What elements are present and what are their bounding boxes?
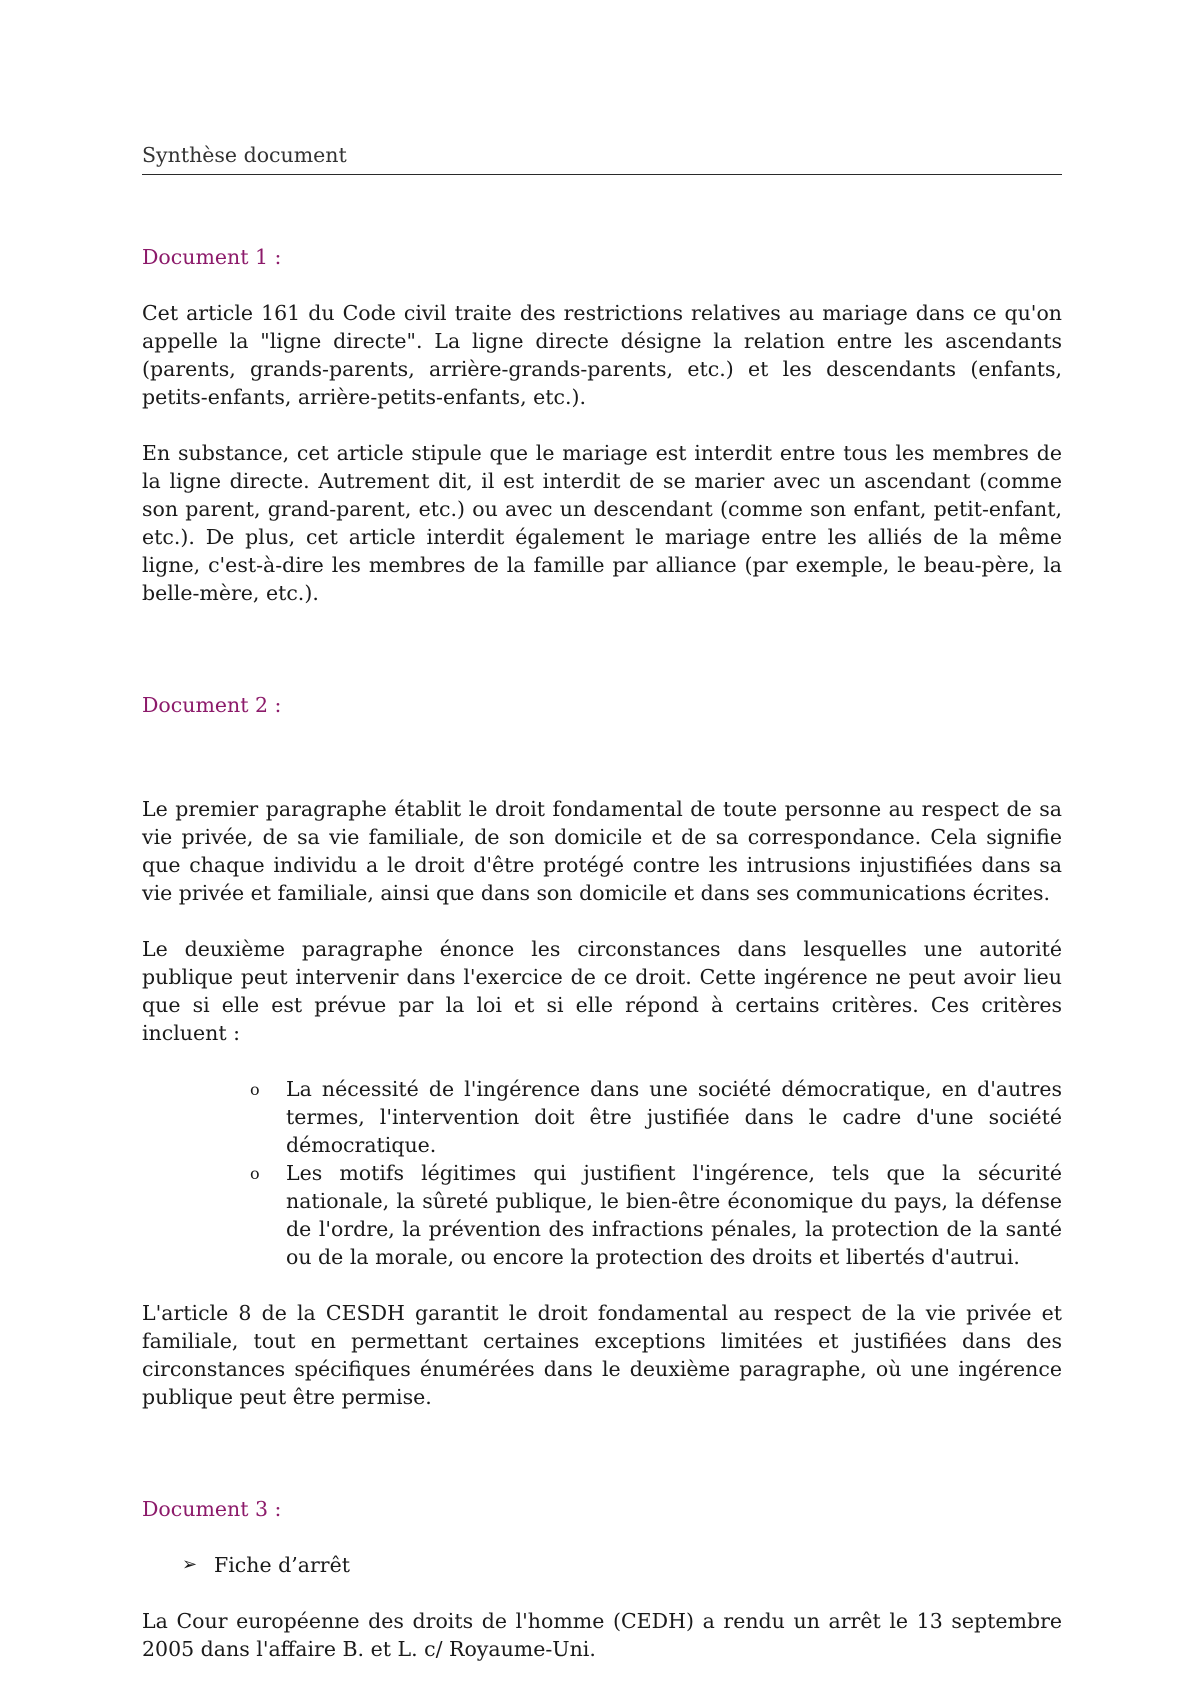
- document-3-heading: Document 3 :: [142, 1497, 282, 1521]
- list-item: [250, 1159, 1062, 1271]
- circle-bullet-icon: o: [250, 1164, 260, 1183]
- list-item-text: Les motifs légitimes qui justifient l'ingérence, tels que la sécurité nationale, la sûreté publique, le bien-être économique du pays, la défense de l'ordre, la prévention des infractions pénales, la protection de la santé ou de la morale, ou encore la protection des droits et libertés d'autrui.: [286, 1161, 1062, 1269]
- list-item: [250, 1075, 1062, 1159]
- circle-bullet-icon: o: [250, 1080, 260, 1099]
- document-1-paragraph-2: En substance, cet article stipule que le mariage est interdit entre tous les membres de la ligne directe. Autrement dit, il est interdit de se marier avec un ascendant (comme son parent, grand-parent, etc.) ou avec un descendant (comme son enfant, petit-enfant, etc.). De plus, cet article interdit également le mariage entre les alliés de la même ligne, c'est-à-dire les membres de la famille par alliance (par exemple, le beau-père, la belle-mère, etc.).: [142, 441, 1062, 605]
- arrowhead-bullet-icon: ➢: [182, 1554, 198, 1575]
- document-1-heading: Document 1 :: [142, 245, 282, 269]
- document-3-paragraph-1: La Cour européenne des droits de l'homme (CEDH) a rendu un arrêt le 13 septembre 2005 dans l'affaire B. et L. c/ Royaume-Uni.: [142, 1609, 1062, 1661]
- document-2-paragraph-2: Le deuxième paragraphe énonce les circonstances dans lesquelles une autorité publique peut intervenir dans l'exercice de ce droit. Cette ingérence ne peut avoir lieu que si elle est prévue par la loi et si elle répond à certains critères. Ces critères incluent :: [142, 937, 1062, 1045]
- document-2-paragraph-3: L'article 8 de la CESDH garantit le droit fondamental au respect de la vie privée et familiale, tout en permettant certaines exceptions limitées et justifiées dans des circonstances spécifiques énumérées dans le deuxième paragraphe, où une ingérence publique peut être permise.: [142, 1301, 1062, 1409]
- page-title: Synthèse document: [142, 140, 1062, 175]
- list-item-text: La nécessité de l'ingérence dans une société démocratique, en d'autres termes, l'intervention doit être justifiée dans le cadre d'une société démocratique.: [286, 1077, 1062, 1157]
- criteria-list: [142, 1075, 1062, 1271]
- document-2-heading: Document 2 :: [142, 693, 282, 717]
- fiche-arret-label: Fiche d’arrêt: [214, 1553, 350, 1577]
- document-page: [142, 140, 1062, 1663]
- fiche-arret-item: [142, 1551, 1062, 1579]
- document-1-paragraph-1: Cet article 161 du Code civil traite des restrictions relatives au mariage dans ce qu'on appelle la "ligne directe". La ligne directe désigne la relation entre les ascendants (parents, grands-parents, arrière-grands-parents, etc.) et les descendants (enfants, petits-enfants, arrière-petits-enfants, etc.).: [142, 301, 1062, 409]
- document-2-paragraph-1: Le premier paragraphe établit le droit fondamental de toute personne au respect de sa vie privée, de sa vie familiale, de son domicile et de sa correspondance. Cela signifie que chaque individu a le droit d'être protégé contre les intrusions injustifiées dans sa vie privée et familiale, ainsi que dans son domicile et dans ses communications écrites.: [142, 797, 1062, 905]
